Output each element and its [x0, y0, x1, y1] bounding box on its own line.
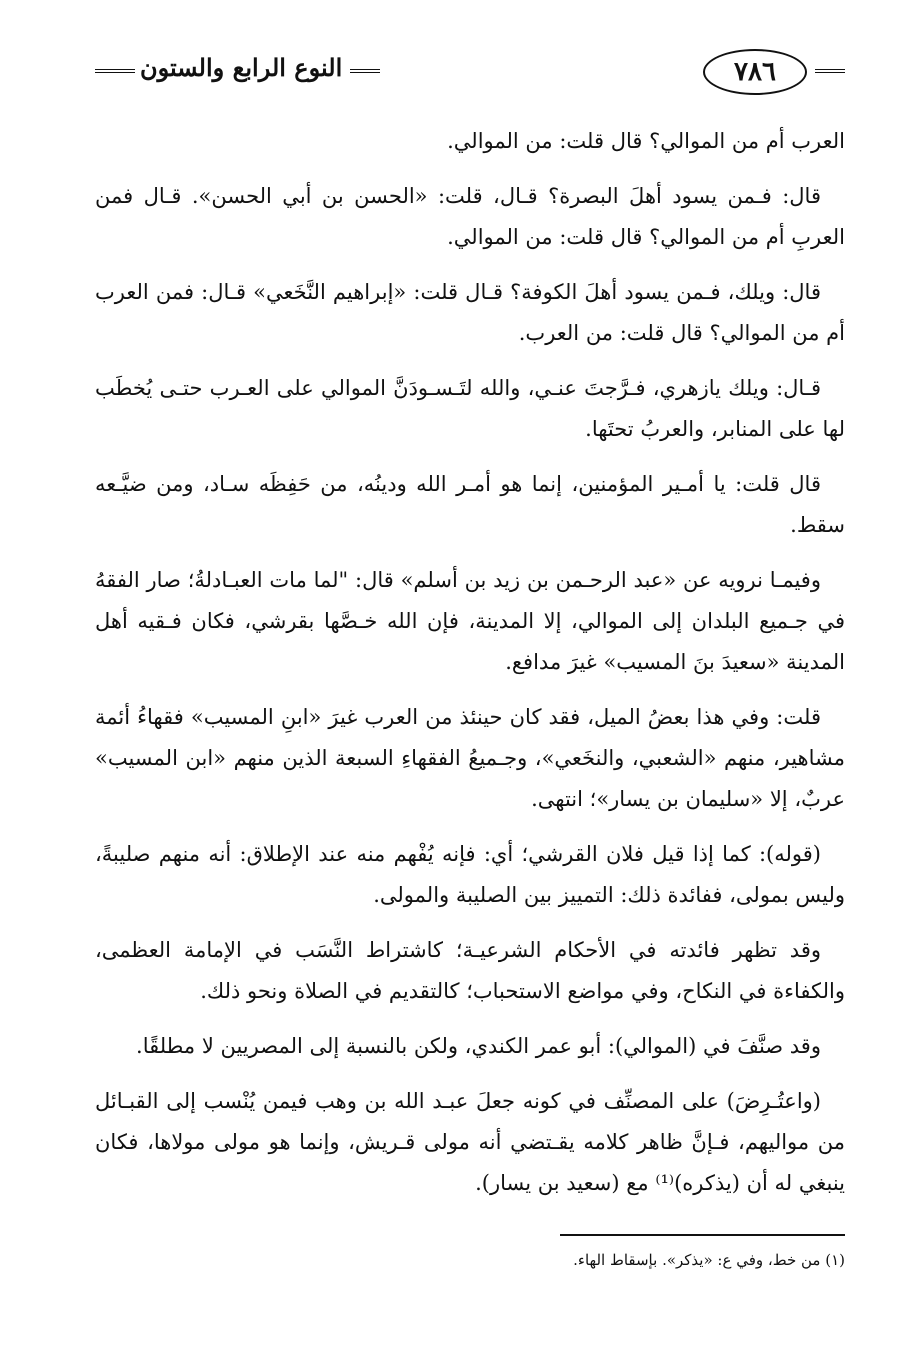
paragraph: (قوله): كما إذا قيل فلان القرشي؛ أي: فإنه يُفْهم منه عند الإطلاق: أنه منهم صليبةً، وليس بمولى، ففائدة ذلك: التمييز بين الصليبة والمولى.	[95, 842, 845, 907]
paragraph: وقد تظهر فائدته في الأحكام الشرعيـة؛ كاشتراط النَّسَب في الإمامة العظمى، والكفاءة في النكاح، وفي مواضع الاستحباب؛ كالتقديم في الصلاة ونحو ذلك.	[95, 938, 845, 1003]
paragraph: العرب أم من الموالي؟ قال قلت: من الموالي.	[447, 129, 845, 153]
paragraph: وقد صنَّفَ في (الموالي): أبو عمر الكندي، ولكن بالنسبة إلى المصريين لا مطلقًا.	[136, 1034, 821, 1058]
paragraph: وفيمـا نرويه عن «عبد الرحـمن بن زيد بن أسلم» قال: "لما مات العبـادلةُ؛ صار الفقهُ في جـميع البلدان إلى الموالي، إلا المدينة، فإن الله خـصَّها بقرشي، فكان فـقيه أهل المدينة «سعيدَ بنَ المسيب» غيرَ مدافع.	[95, 568, 845, 674]
header-rule-middle	[350, 69, 380, 73]
paragraph: قال: ويلك، فـمن يسود أهلَ الكوفة؟ قـال قلت: «إبراهيم النَّخَعي» قـال: فمن العرب أم من الموالي؟ قال قلت: من العرب.	[95, 280, 845, 345]
paragraph: قـال: ويلك يازهري، فـرَّجتَ عنـي، والله لتَـسـودَنَّ الموالي على العـرب حتـى يُخطَب لها على المنابر، والعربُ تحتَها.	[95, 376, 845, 441]
chapter-title: النوع الرابع والستون	[140, 53, 343, 82]
paragraph: قلت: وفي هذا بعضُ الميل، فقد كان حينئذ من العرب غيرَ «ابنِ المسيب» فقهاءُ أئمة مشاهير، منهم «الشعبي، والنخَعي»، وجـميعُ الفقهاءِ السبعة الذين منهم «ابن المسيب» عربٌ، إلا «سليمان بن يسار»؛ انتهى.	[95, 705, 845, 811]
paragraph: قال: فـمن يسود أهلَ البصرة؟ قـال، قلت: «الحسن بن أبي الحسن». قـال فمن العربِ أم من الموالي؟ قال قلت: من الموالي.	[95, 184, 845, 249]
paragraph: (واعتُـرِضَ) على المصنِّف في كونه جعلَ عبـد الله بن وهب فيمن يُنْسب إلى القبـائل من مواليهم، فـإنَّ ظاهر كلامه يقـتضي أنه مولى قـريش، وإنما هو مولى مولاها، فكان ينبغي له أن (يذكره)⁽¹⁾ مع (سعيد بن يسار).	[95, 1089, 845, 1195]
page-number: ٧٨٦	[703, 49, 807, 95]
footnote: (١) من خط، وفي ع: «يذكر». بإسقاط الهاء.	[573, 1251, 845, 1269]
header-rule-right	[815, 69, 845, 73]
page-header	[95, 45, 845, 107]
book-page	[95, 45, 845, 1272]
header-rule-left	[95, 69, 135, 73]
body-text	[95, 121, 845, 1204]
footnote-separator	[560, 1234, 845, 1236]
paragraph: قال قلت: يا أمـير المؤمنين، إنما هو أمـر الله ودينُه، من حَفِظَه سـاد، ومن ضيَّـعه سقط.	[95, 472, 845, 537]
